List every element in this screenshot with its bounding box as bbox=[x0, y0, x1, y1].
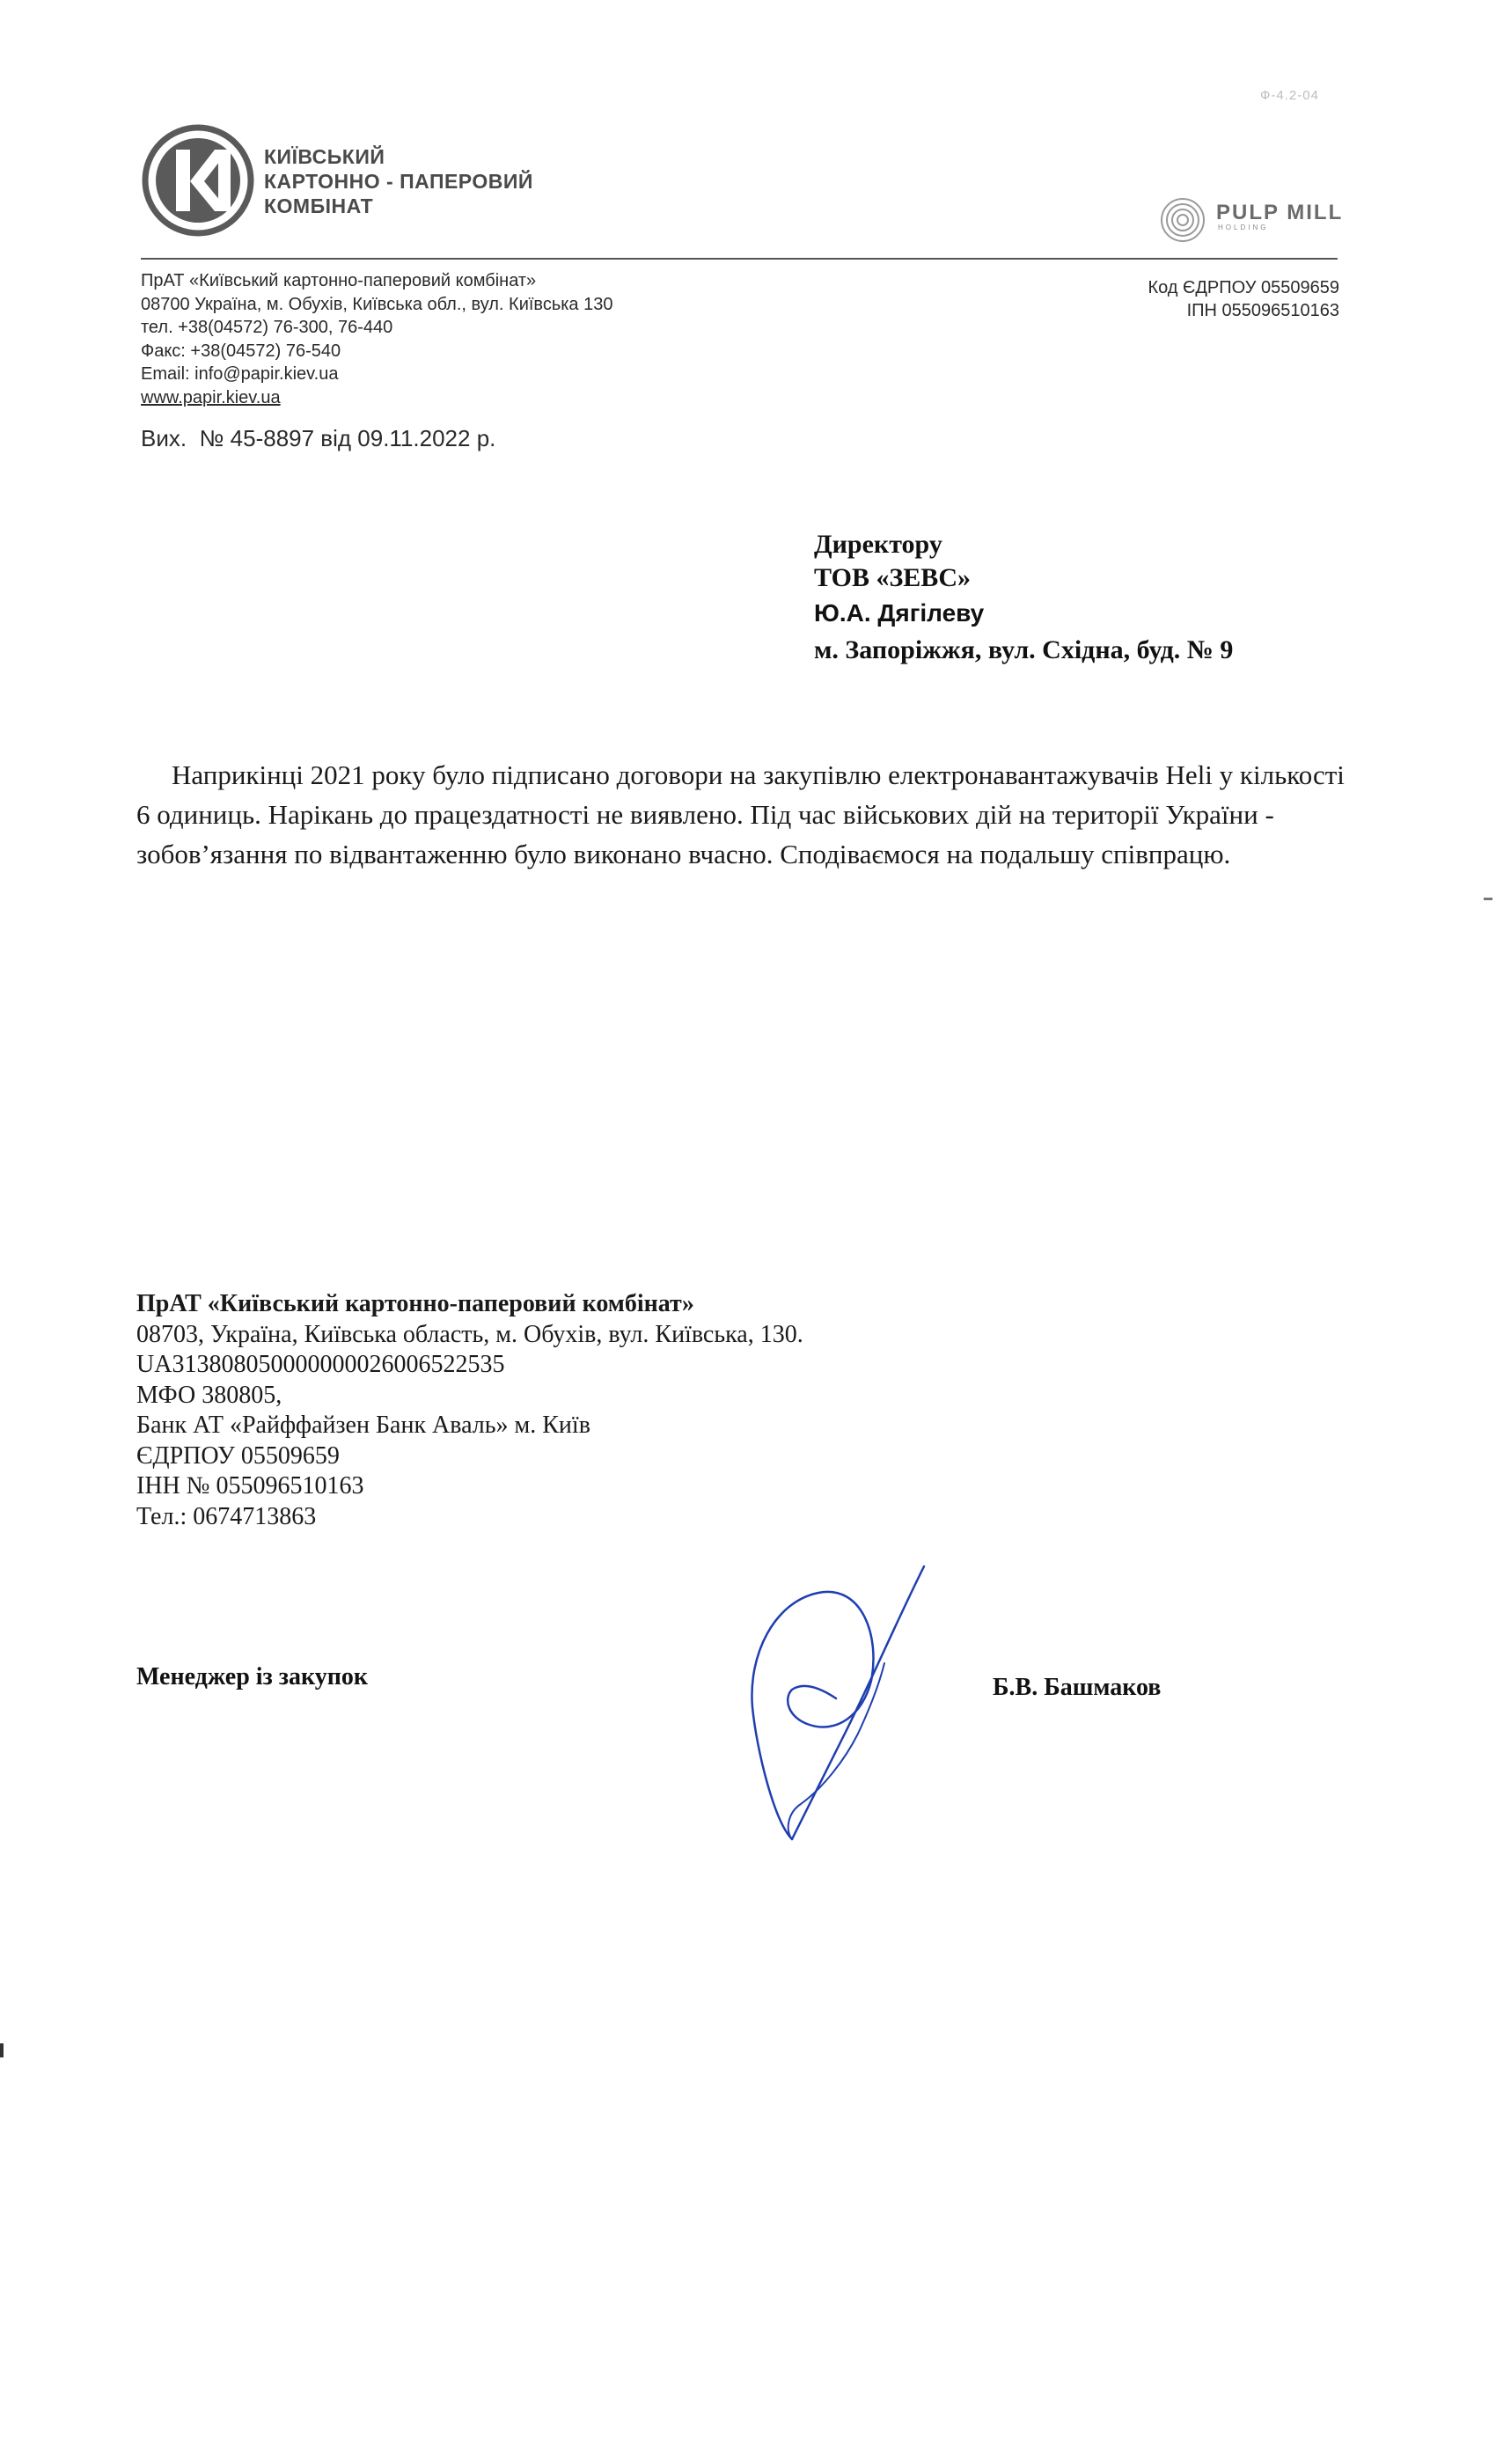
company-logo-text bbox=[264, 144, 563, 218]
letter-body: Наприкінці 2021 року було підписано договори на закупівлю електронавантажувачів Heli у кількості 6 одиниць. Нарікань до працездатності не виявлено. Під час військових дій на території України - зобов’язання по відвантаженню було виконано вчасно. Сподіваємося на подальшу співпрацю. bbox=[136, 759, 1345, 869]
contact-fax: Факс: +38(04572) 76-540 bbox=[141, 341, 341, 361]
handwritten-signature bbox=[739, 1558, 942, 1848]
pulp-mill-logo-text bbox=[1216, 201, 1343, 231]
scan-edge-mark bbox=[0, 2043, 4, 2057]
signer-role: Менеджер із закупок bbox=[136, 1663, 369, 1690]
company-logo-icon bbox=[141, 123, 255, 238]
scan-edge-mark bbox=[1484, 898, 1492, 900]
addressee-position: Директору bbox=[814, 530, 942, 559]
logo-line-2: КАРТОННО - ПАПЕРОВИЙ bbox=[264, 170, 533, 193]
pulp-mill-sub: HOLDING bbox=[1218, 224, 1269, 231]
addressee-block bbox=[814, 528, 1233, 669]
req-inn: ІНН № 055096510163 bbox=[136, 1472, 364, 1500]
logo-line-1: КИЇВСЬКИЙ bbox=[264, 145, 385, 168]
company-contact bbox=[141, 269, 612, 409]
pulp-mill-logo-icon bbox=[1160, 197, 1206, 243]
contact-email: Email: info@papir.kiev.ua bbox=[141, 364, 339, 384]
contact-website-link[interactable]: www.papir.kiev.ua bbox=[141, 387, 281, 407]
req-bank: Банк АТ «Райффайзен Банк Аваль» м. Київ bbox=[136, 1412, 590, 1439]
req-address: 08703, Україна, Київська область, м. Обухів, вул. Київська, 130. bbox=[136, 1320, 803, 1348]
req-phone: Тел.: 0674713863 bbox=[136, 1502, 317, 1530]
header-divider bbox=[141, 258, 1338, 260]
requisites-block bbox=[136, 1289, 803, 1532]
addressee-company: ТОВ «ЗЕВС» bbox=[814, 563, 971, 592]
req-mfo: МФО 380805, bbox=[136, 1381, 282, 1409]
signer-name: Б.В. Башмаков bbox=[993, 1674, 1162, 1701]
ipn-code: ІПН 055096510163 bbox=[1186, 301, 1339, 320]
req-company: ПрАТ «Київський картонно-паперовий комбінат» bbox=[136, 1290, 694, 1317]
addressee-name: Ю.А. Дягілеву bbox=[814, 599, 985, 627]
company-codes bbox=[1148, 276, 1339, 322]
addressee-address: м. Запоріжжя, вул. Східна, буд. № 9 bbox=[814, 635, 1234, 664]
logo-line-3: КОМБІНАТ bbox=[264, 194, 374, 217]
edrpou-code: Код ЄДРПОУ 05509659 bbox=[1148, 278, 1339, 297]
contact-address: 08700 Україна, м. Обухів, Київська обл., вул. Київська 130 bbox=[141, 294, 613, 314]
outgoing-number: Вих. № 45-8897 від 09.11.2022 р. bbox=[141, 425, 496, 451]
pulp-mill-name: PULP MILL bbox=[1216, 201, 1344, 224]
contact-phone: тел. +38(04572) 76-300, 76-440 bbox=[141, 318, 393, 337]
form-code: Ф-4.2-04 bbox=[1260, 88, 1319, 103]
contact-company: ПрАТ «Київський картонно-паперовий комбінат» bbox=[141, 271, 537, 290]
req-edrpou: ЄДРПОУ 05509659 bbox=[136, 1441, 340, 1470]
req-iban: UA313808050000000026006522535 bbox=[136, 1351, 505, 1378]
